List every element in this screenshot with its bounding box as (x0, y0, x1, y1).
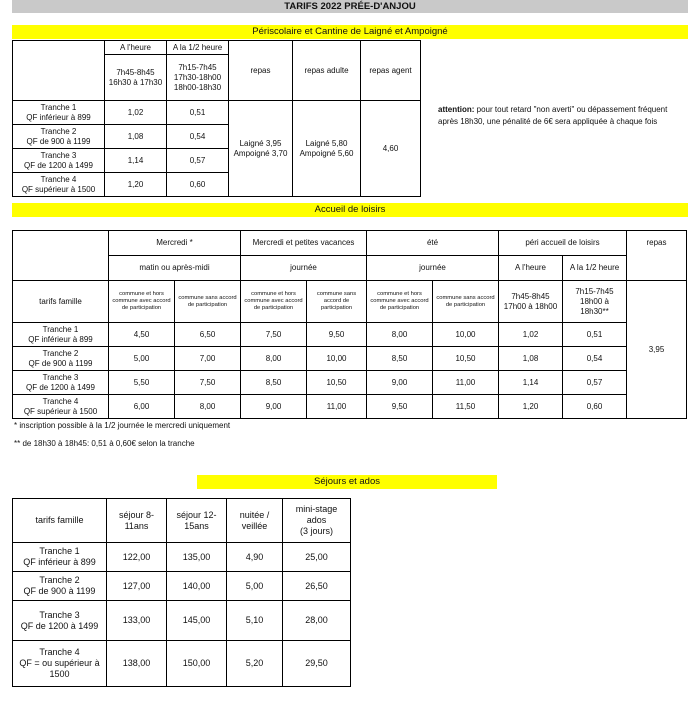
header-half-times: 7h15-7h45 18h00 à 18h30** (563, 281, 627, 323)
cell: 7,00 (175, 347, 241, 371)
header-hour: A l'heure (105, 41, 167, 55)
attention-text: pour tout retard "non averti" ou dépassement fréquent après 18h30, une pénalité de 6€ sera appliquée à chaque fois (438, 105, 668, 126)
header-half-times: 7h15-7h45 17h30-18h00 18h00-18h30 (167, 55, 229, 101)
section2-title: Accueil de loisirs (12, 203, 688, 217)
table-row (13, 601, 351, 641)
cell: 9,00 (367, 371, 433, 395)
header-repas: repas (229, 41, 293, 101)
repas-value: 3,95 (627, 281, 687, 419)
header-commune-sans: commune sans accord de participation (175, 281, 241, 323)
cell: 133,00 (107, 601, 167, 641)
half-value: 0,51 (167, 101, 229, 125)
header-repas-adulte: repas adulte (293, 41, 361, 101)
cell: 1,14 (499, 371, 563, 395)
cell: 5,50 (109, 371, 175, 395)
header-ete: été (367, 231, 499, 256)
repas-value: Laigné 3,95 Ampoigné 3,70 (229, 101, 293, 197)
half-value: 0,57 (167, 149, 229, 173)
header-mercredi-vacances: Mercredi et petites vacances (241, 231, 367, 256)
tranche-2: Tranche 2 QF de 900 à 1199 (13, 125, 105, 149)
tranche-3: Tranche 3 QF de 1200 à 1499 (13, 601, 107, 641)
header-half-hour: A la 1/2 heure (167, 41, 229, 55)
cell: 1,20 (499, 395, 563, 419)
attention-note (438, 104, 678, 128)
header-journee: journée (241, 256, 367, 281)
cell: 138,00 (107, 641, 167, 687)
cell: 0,57 (563, 371, 627, 395)
cell: 11,50 (433, 395, 499, 419)
cell: 5,10 (227, 601, 283, 641)
tranche-1: Tranche 1 QF inférieur à 899 (13, 101, 105, 125)
table-row (13, 323, 687, 347)
cell: 0,54 (563, 347, 627, 371)
tranche-4: Tranche 4 QF supérieur à 1500 (13, 395, 109, 419)
cell: 5,00 (227, 572, 283, 601)
hour-value: 1,08 (105, 125, 167, 149)
cell: 127,00 (107, 572, 167, 601)
header-ministage: mini-stage ados (3 jours) (283, 499, 351, 543)
cell: 10,00 (307, 347, 367, 371)
cell: 6,00 (109, 395, 175, 419)
cell: 8,50 (367, 347, 433, 371)
header-nuitee: nuitée / veillée (227, 499, 283, 543)
repas-agent-value: 4,60 (361, 101, 421, 197)
cell: 0,60 (563, 395, 627, 419)
page-title: TARIFS 2022 PRÉE-D'ANJOU (12, 0, 688, 13)
cell: 29,50 (283, 641, 351, 687)
tranche-2: Tranche 2 QF de 900 à 1199 (13, 347, 109, 371)
section1-title: Périscolaire et Cantine de Laigné et Ampoigné (12, 25, 688, 39)
hour-value: 1,02 (105, 101, 167, 125)
table-row (13, 543, 351, 572)
footnote-2: ** de 18h30 à 18h45: 0,51 à 0,60€ selon la tranche (14, 439, 195, 448)
header-commune-avec: commune et hors commune avec accord de participation (367, 281, 433, 323)
cell: 9,00 (241, 395, 307, 419)
header-half-hour: A la 1/2 heure (563, 256, 627, 281)
tranche-1: Tranche 1 QF inférieur à 899 (13, 323, 109, 347)
footnote-1: * inscription possible à la 1/2 journée le mercredi uniquement (14, 421, 231, 430)
header-repas: repas (627, 231, 687, 281)
cell: 10,50 (433, 347, 499, 371)
header-repas-agent: repas agent (361, 41, 421, 101)
header-matin: matin ou après-midi (109, 256, 241, 281)
hour-value: 1,14 (105, 149, 167, 173)
repas-adulte-value: Laigné 5,80 Ampoigné 5,60 (293, 101, 361, 197)
header-tarifs-famille: tarifs famille (13, 499, 107, 543)
cell: 8,00 (367, 323, 433, 347)
tranche-4: Tranche 4 QF = ou supérieur à 1500 (13, 641, 107, 687)
header-commune-sans: commune sans accord de participation (307, 281, 367, 323)
empty-corner-cell (13, 41, 105, 101)
cell: 28,00 (283, 601, 351, 641)
cell: 8,00 (241, 347, 307, 371)
cell: 8,00 (175, 395, 241, 419)
cell: 11,00 (433, 371, 499, 395)
cell: 9,50 (307, 323, 367, 347)
cell: 9,50 (367, 395, 433, 419)
cell: 10,50 (307, 371, 367, 395)
cell: 26,50 (283, 572, 351, 601)
attention-label: attention: (438, 105, 475, 114)
cell: 7,50 (175, 371, 241, 395)
header-hour: A l'heure (499, 256, 563, 281)
cell: 11,00 (307, 395, 367, 419)
cell: 5,00 (109, 347, 175, 371)
header-journee: journée (367, 256, 499, 281)
section3-title: Séjours et ados (197, 475, 497, 489)
cell: 145,00 (167, 601, 227, 641)
tranche-3: Tranche 3 QF de 1200 à 1499 (13, 371, 109, 395)
tranche-4: Tranche 4 QF supérieur à 1500 (13, 173, 105, 197)
header-commune-sans: commune sans accord de participation (433, 281, 499, 323)
tranche-1: Tranche 1 QF inférieur à 899 (13, 543, 107, 572)
cell: 25,00 (283, 543, 351, 572)
table-row (13, 641, 351, 687)
cell: 122,00 (107, 543, 167, 572)
cell: 5,20 (227, 641, 283, 687)
header-hour-times: 7h45-8h45 16h30 à 17h30 (105, 55, 167, 101)
cell: 10,00 (433, 323, 499, 347)
half-value: 0,54 (167, 125, 229, 149)
tranche-2: Tranche 2 QF de 900 à 1199 (13, 572, 107, 601)
header-commune-avec: commune et hors commune avec accord de participation (109, 281, 175, 323)
half-value: 0,60 (167, 173, 229, 197)
cell: 4,90 (227, 543, 283, 572)
cell: 1,02 (499, 323, 563, 347)
table-row (13, 347, 687, 371)
table-row (13, 572, 351, 601)
table-row (13, 371, 687, 395)
table-row (13, 395, 687, 419)
cell: 4,50 (109, 323, 175, 347)
header-mercredi: Mercredi * (109, 231, 241, 256)
cell: 1,08 (499, 347, 563, 371)
header-sejour-12: séjour 12- 15ans (167, 499, 227, 543)
tranche-3: Tranche 3 QF de 1200 à 1499 (13, 149, 105, 173)
header-sejour-8: séjour 8- 11ans (107, 499, 167, 543)
cell: 0,51 (563, 323, 627, 347)
header-hour-times: 7h45-8h45 17h00 à 18h00 (499, 281, 563, 323)
cell: 135,00 (167, 543, 227, 572)
periscolaire-table (12, 40, 421, 197)
header-peri: péri accueil de loisirs (499, 231, 627, 256)
header-commune-avec: commune et hors commune avec accord de participation (241, 281, 307, 323)
empty-corner-cell (13, 231, 109, 281)
cell: 7,50 (241, 323, 307, 347)
header-tarifs-famille: tarifs famille (13, 281, 109, 323)
sejours-table (12, 498, 351, 687)
cell: 140,00 (167, 572, 227, 601)
hour-value: 1,20 (105, 173, 167, 197)
cell: 6,50 (175, 323, 241, 347)
cell: 150,00 (167, 641, 227, 687)
accueil-loisirs-table (12, 230, 687, 419)
cell: 8,50 (241, 371, 307, 395)
